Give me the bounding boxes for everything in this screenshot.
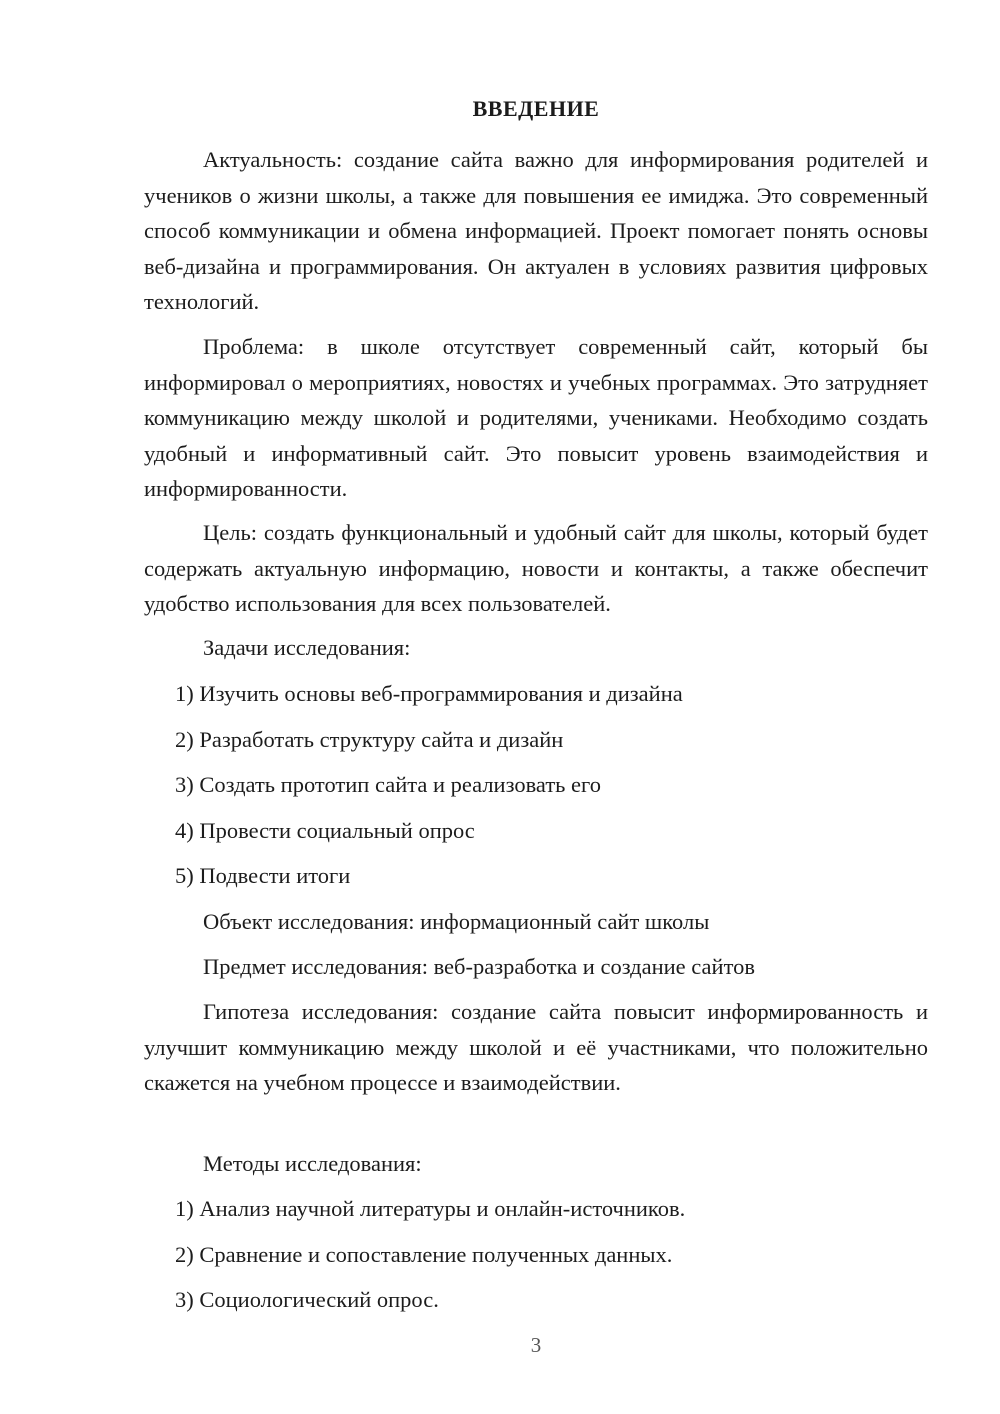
task-item: 1) Изучить основы веб-программирования и дизайна [175, 681, 683, 706]
hypothesis-paragraph: Гипотеза исследования: создание сайта повысит информированность и улучшит коммуникацию между школой и её участниками, что положительно скажется на учебном процессе и взаимодействии. [144, 999, 928, 1095]
page-number: 3 [530, 1333, 542, 1357]
method-item: 2) Сравнение и сопоставление полученных данных. [175, 1242, 673, 1267]
task-item: 3) Создать прототип сайта и реализовать его [175, 772, 601, 797]
task-item: 5) Подвести итоги [175, 863, 351, 888]
methods-heading: Методы исследования: [203, 1151, 422, 1176]
task-item: 4) Провести социальный опрос [175, 818, 475, 843]
task-item: 2) Разработать структуру сайта и дизайн [175, 727, 564, 752]
object-line: Объект исследования: информационный сайт школы [203, 909, 710, 934]
method-item: 3) Социологический опрос. [175, 1287, 439, 1312]
method-item: 1) Анализ научной литературы и онлайн-источников. [175, 1196, 686, 1221]
subject-line: Предмет исследования: веб-разработка и создание сайтов [203, 954, 755, 979]
tasks-heading: Задачи исследования: [203, 635, 411, 660]
problem-paragraph: Проблема: в школе отсутствует современный сайт, который бы информировал о мероприятиях, новостях и учебных программах. Это затрудняет коммуникацию между школой и родителями, учениками. Необходимо создать удобный и информативный сайт. Это повысит уровень взаимодействия и информированности. [144, 334, 928, 501]
relevance-paragraph: Актуальность: создание сайта важно для информирования родителей и учеников о жизни школы, а также для повышения ее имиджа. Это современный способ коммуникации и обмена информацией. Проект помогает понять основы веб-дизайна и программирования. Он актуален в условиях развития цифровых технологий. [144, 147, 928, 314]
page-title: ВВЕДЕНИЕ [472, 96, 600, 121]
goal-paragraph: Цель: создать функциональный и удобный сайт для школы, который будет содержать актуальную информацию, новости и контакты, а также обеспечит удобство использования для всех пользователей. [144, 520, 928, 616]
